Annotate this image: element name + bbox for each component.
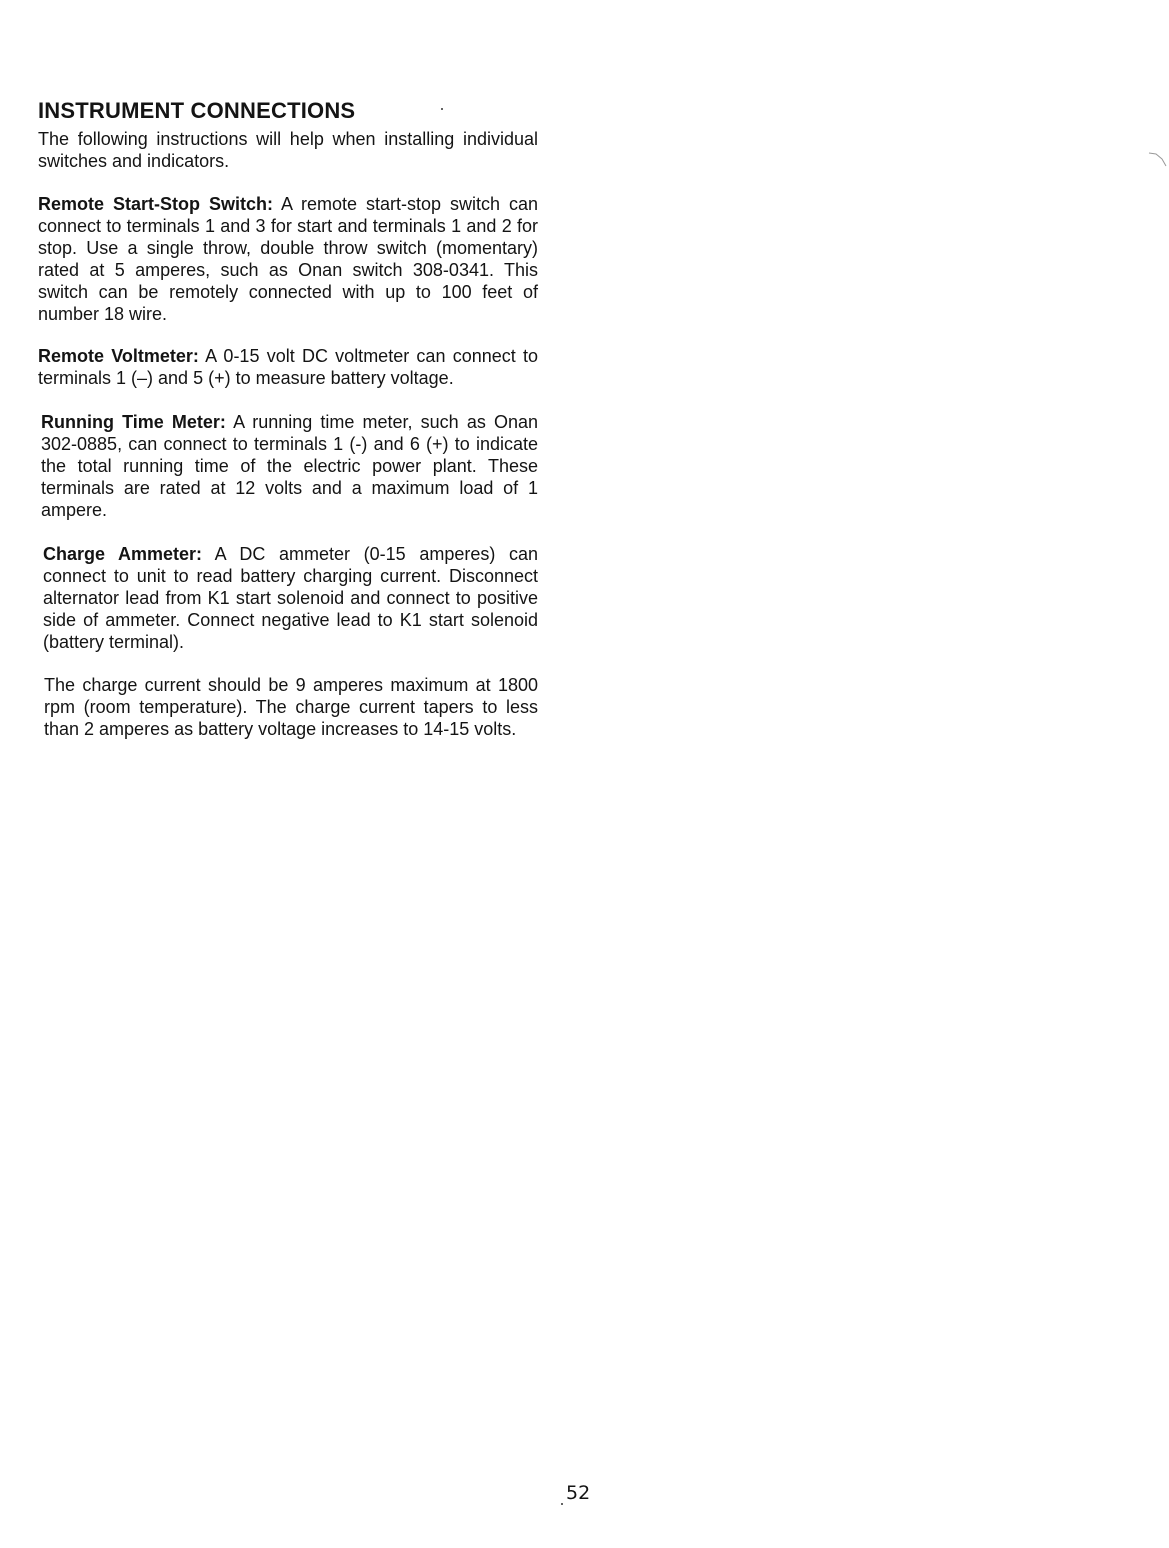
- page-number-dot: [561, 1503, 563, 1505]
- text-column: [38, 96, 538, 762]
- charge-current-paragraph: The charge current should be 9 amperes maximum at 1800 rpm (room temperature). The charge current tapers to less than 2 amperes as battery voltage increases to 14-15 volts.: [44, 675, 538, 739]
- intro-paragraph: The following instructions will help when installing individual switches and indicators.: [38, 129, 538, 171]
- paragraph-body: A 0-15 volt DC voltmeter can connect to terminals 1 (–) and 5 (+) to measure battery voltage.: [38, 346, 538, 388]
- paragraph-body: A remote start-stop switch can connect to terminals 1 and 3 for start and terminals 1 and 2 for stop. Use a single throw, double throw switch (momentary) rated at 5 amperes, such as Onan switch 308-0341. This switch can be remotely connected with up to 100 feet of number 18 wire.: [38, 194, 538, 324]
- paragraph-lead: Running Time Meter:: [41, 412, 226, 432]
- paragraph-body: A DC ammeter (0-15 amperes) can connect to unit to read battery charging current. Disconnect alternator lead from K1 start solenoid and connect to positive side of ammeter. Connect negative lead to K1 start solenoid (battery terminal).: [43, 544, 539, 652]
- page-number: 52: [566, 1482, 591, 1504]
- paragraph-body: A running time meter, such as Onan 302-0885, can connect to terminals 1 (-) and 6 (+) to indicate the total running time of the electric power plant. These terminals are rated at 12 volts and a maximum load of 1 ampere.: [41, 412, 538, 520]
- scan-speck: [441, 108, 443, 110]
- paragraph-lead: Remote Start-Stop Switch:: [38, 194, 273, 214]
- running-time-meter-paragraph: [41, 411, 538, 521]
- paragraph-lead: Remote Voltmeter:: [38, 346, 199, 366]
- remote-voltmeter-paragraph: [38, 345, 538, 389]
- charge-ammeter-paragraph: [43, 543, 538, 653]
- scan-artifact-mark: [1148, 150, 1168, 168]
- remote-start-stop-paragraph: [38, 193, 538, 325]
- paragraph-lead: Charge Ammeter:: [43, 544, 203, 564]
- section-heading: INSTRUMENT CONNECTIONS: [38, 98, 356, 123]
